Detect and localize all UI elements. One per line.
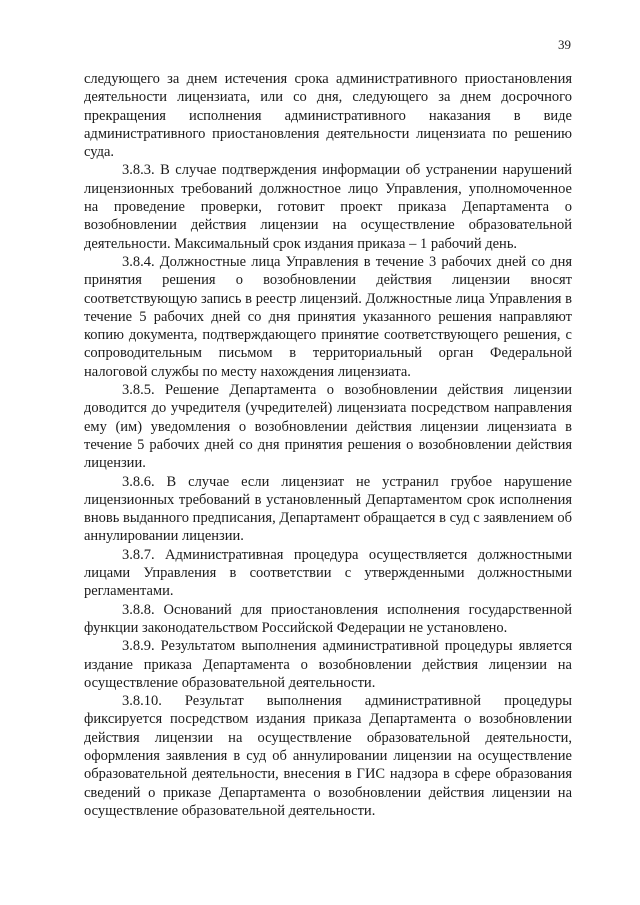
paragraph-3-8-8: 3.8.8. Оснований для приостановления исполнения государственной функции законодательством Российской Федерации не установлено. [84,601,572,636]
paragraph-3-8-6: 3.8.6. В случае если лицензиат не устранил грубое нарушение лицензионных требований в установленный Департаментом срок исполнения вновь выданного предписания, Департамент обращается в суд с заявлением об аннулировании лицензии. [84,473,572,545]
paragraph-3-8-5: 3.8.5. Решение Департамента о возобновлении действия лицензии доводится до учредителя (учредителей) лицензиата посредством направления ему (им) уведомления о возобновлении действия лицензии лицензиата в течение 5 рабочих дней со дня принятия решения о возобновлении действия лицензии. [84,382,572,472]
page-number: 39 [558,37,571,52]
paragraph-3-8-9: 3.8.9. Результатом выполнения административной процедуры является издание приказа Департамента о возобновлении действия лицензии на осуществление образовательной деятельности. [84,638,572,691]
paragraph-3-8-4: 3.8.4. Должностные лица Управления в течение 3 рабочих дней со дня принятия решения о возобновлении действия лицензии вносят соответствующую запись в реестр лицензий. Должностные лица Управления в течение 5 рабочих дней со дня принятия указанного решения направляют копию документа, подтверждающего принятие соответствующего решения, с сопроводительным письмом в территориальный орган Федеральной налоговой службы по месту нахождения лицензиата. [84,253,572,380]
paragraph-3-8-7: 3.8.7. Административная процедура осуществляется должностными лицами Управления в соответствии с утвержденными должностными регламентами. [84,546,572,600]
paragraph-continuation: следующего за днем истечения срока административного приостановления деятельности лицензиата, или со дня, следующего за днем досрочного прекращения исполнения административного наказания в виде административного приостановления деятельности лицензиата по решению суда. [84,71,572,161]
document-body [84,70,572,820]
paragraph-3-8-10: 3.8.10. Результат выполнения административной процедуры фиксируется посредством издания приказа Департамента о возобновлении действия лицензии на осуществление образовательной деятельности, оформления заявления в суд об аннулировании лицензии на осуществление образовательной деятельности, внесения в ГИС надзора в сфере образования сведений о приказе Департамента о возобновлении действия лицензии на осуществление образовательной деятельности. [84,693,572,819]
paragraph-3-8-3: 3.8.3. В случае подтверждения информации об устранении нарушений лицензионных требований должностное лицо Управления, уполномоченное на проведение проверки, готовит проект приказа Департамента о возобновлении действия лицензии на осуществление образовательной деятельности. Максимальный срок издания приказа – 1 рабочий день. [84,162,572,252]
